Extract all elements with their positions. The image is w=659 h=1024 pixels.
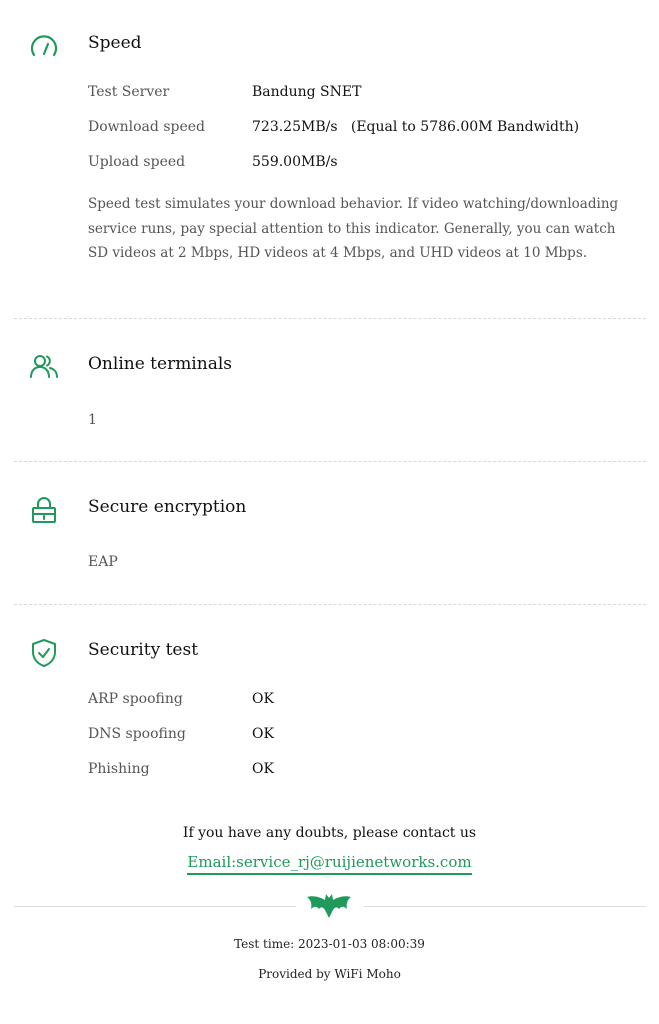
test-server-label: Test Server <box>88 84 170 100</box>
lock-icon <box>28 494 60 526</box>
speed-note: Speed test simulates your download behavior. If video watching/downloading service runs, pay special attention to this indicator. Generally, you can watch SD videos at 2 Mbps, HD videos at 4 Mbps, and UHD videos at 10 Mbps. <box>88 196 619 261</box>
download-speed-label: Download speed <box>88 119 205 135</box>
terminals-title: Online terminals <box>88 354 232 374</box>
contact-prompt: If you have any doubts, please contact us <box>182 825 477 841</box>
security-section <box>0 605 659 790</box>
encryption-value: EAP <box>88 554 118 570</box>
test-server-value: Bandung SNET <box>252 84 362 100</box>
arp-spoofing-label: ARP spoofing <box>88 691 183 707</box>
contact-email-link[interactable]: Email:service_rj@ruijienetworks.com <box>187 853 471 875</box>
footer-divider-left <box>14 906 296 907</box>
security-title: Security test <box>88 640 199 660</box>
arp-spoofing-value: OK <box>252 691 274 707</box>
dns-spoofing-value: OK <box>252 726 274 742</box>
provided-by: Provided by WiFi Moho <box>258 967 401 981</box>
encryption-section <box>0 462 659 604</box>
speed-title: Speed <box>88 33 142 53</box>
speedometer-icon <box>28 30 60 62</box>
encryption-title: Secure encryption <box>88 497 247 517</box>
terminals-section <box>0 319 659 461</box>
users-icon <box>28 351 60 383</box>
upload-speed-value: 559.00MB/s <box>252 154 338 170</box>
terminals-count: 1 <box>88 412 97 428</box>
contact-email-container <box>0 852 659 875</box>
download-speed-value: 723.25MB/s (Equal to 5786.00M Bandwidth) <box>252 119 580 135</box>
test-time: Test time: 2023-01-03 08:00:39 <box>234 937 425 951</box>
bat-logo-icon <box>306 893 352 919</box>
speed-section <box>0 0 659 318</box>
phishing-label: Phishing <box>88 761 150 777</box>
footer-divider-right <box>364 906 646 907</box>
upload-speed-label: Upload speed <box>88 154 186 170</box>
shield-check-icon <box>28 637 60 669</box>
phishing-value: OK <box>252 761 274 777</box>
dns-spoofing-label: DNS spoofing <box>88 726 186 742</box>
